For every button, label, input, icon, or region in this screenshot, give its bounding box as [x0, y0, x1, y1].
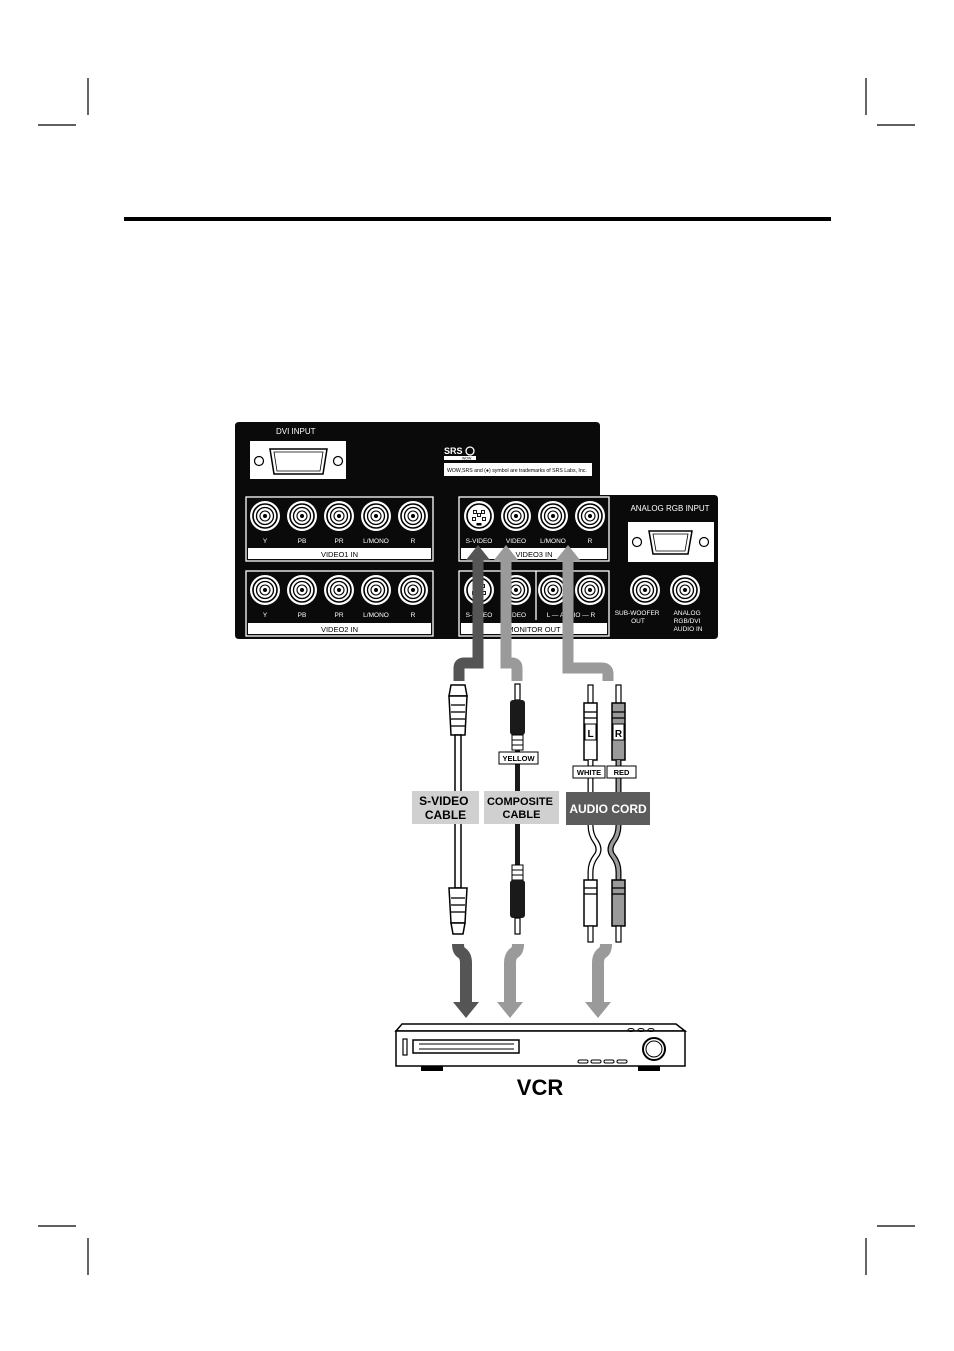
composite-arrow-down — [510, 944, 518, 1004]
video1-title: VIDEO1 IN — [320, 550, 359, 559]
monitor-out-audio-r-jack — [575, 575, 605, 605]
video3-jack-3 — [575, 501, 605, 531]
video3-jack-label-3: R — [587, 538, 593, 545]
video1-jack-label-4: R — [410, 538, 416, 545]
analog-audio-in-jack — [670, 575, 700, 605]
video1-jack-label-1: PB — [297, 538, 307, 545]
video1-jack-2 — [324, 501, 354, 531]
monitor-out-label-0: S-VIDEO — [465, 612, 493, 619]
srs-trademark-text: WOW,SRS and (●) symbol are trademarks of SRS Labs, Inc. — [447, 468, 587, 474]
video1-jack-0 — [250, 501, 280, 531]
composite-cable-label: COMPOSITE CABLE — [486, 796, 553, 821]
plug-l-label: L — [587, 729, 594, 740]
svg-text:SRS: SRS — [444, 446, 463, 456]
video3-jack-label-2: L/MONO — [540, 538, 566, 545]
video3-jack-label-1: VIDEO — [505, 538, 527, 545]
video2-jack-label-0: Y — [262, 612, 268, 619]
analog-rgb-label: ANALOG RGB INPUT — [630, 504, 710, 513]
video2-jack-3 — [361, 575, 391, 605]
vcr-label: VCR — [516, 1075, 564, 1100]
subwoofer-jack — [630, 575, 660, 605]
dvi-input-label: DVI INPUT — [276, 427, 316, 436]
white-tag-label: WHITE — [576, 768, 602, 777]
monitor-out-label-1: VIDEO — [505, 612, 527, 619]
red-tag-label: RED — [613, 768, 630, 777]
plug-r-label: R — [614, 729, 623, 740]
video2-jack-label-1: PB — [297, 612, 307, 619]
video2-jack-4 — [398, 575, 428, 605]
video1-jack-3 — [361, 501, 391, 531]
video1-jack-label-2: PR — [334, 538, 344, 545]
video3-jack-1 — [501, 501, 531, 531]
video3-title: VIDEO3 IN — [515, 550, 553, 559]
vga-connector — [628, 522, 714, 562]
audio-arrow-down — [598, 944, 606, 1004]
video2-jack-2 — [324, 575, 354, 605]
video2-jack-label-2: PR — [334, 612, 344, 619]
video2-jack-0 — [250, 575, 280, 605]
analog-audio-label: ANALOG RGB/DVI AUDIO IN — [673, 610, 703, 633]
monitor-out-title: MONITOR OUT — [507, 625, 561, 634]
header-rule — [124, 217, 831, 221]
video2-title: VIDEO2 IN — [320, 625, 359, 634]
video1-jack-label-3: L/MONO — [363, 538, 389, 545]
video1-jack-label-0: Y — [262, 538, 268, 545]
monitor-out-label-2: L — AUDIO — R — [546, 612, 596, 619]
video1-jack-1 — [287, 501, 317, 531]
video2-jack-label-4: R — [410, 612, 416, 619]
svideo-cable-label: S-VIDEO CABLE — [419, 794, 469, 822]
subwoofer-label: SUB-WOOFER OUT — [614, 610, 660, 625]
video3-jack-label-0: S-VIDEO — [465, 538, 493, 545]
svg-text:WOW: WOW — [462, 456, 472, 461]
dvi-connector — [250, 441, 346, 479]
vcr-device — [396, 1024, 685, 1071]
video3-jack-0 — [464, 501, 494, 531]
yellow-tag-label: YELLOW — [502, 754, 535, 763]
lower-arrows — [453, 944, 611, 1018]
video2-jack-label-3: L/MONO — [363, 612, 389, 619]
svideo-arrow-down — [458, 944, 466, 1004]
video3-jack-2 — [538, 501, 568, 531]
video2-jack-1 — [287, 575, 317, 605]
crop-marks — [38, 78, 915, 1275]
audio-cord-label: AUDIO CORD — [569, 802, 647, 816]
video1-jack-4 — [398, 501, 428, 531]
